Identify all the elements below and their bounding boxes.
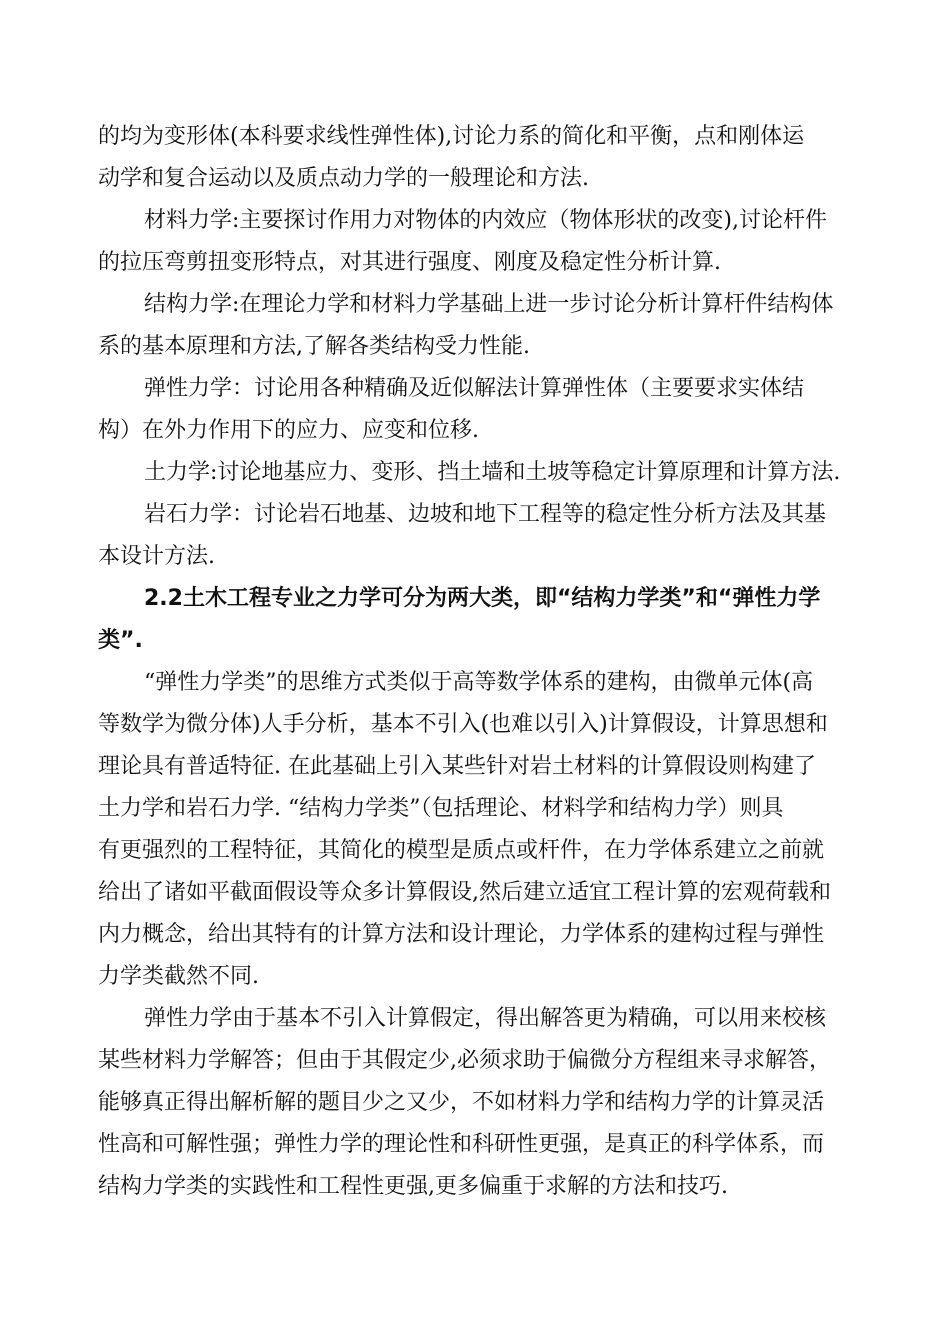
text-line: 力学类截然不同. bbox=[98, 964, 259, 989]
text-line: 的均为变形体(本科要求线性弹性体),讨论力系的简化和平衡，点和刚体运 bbox=[98, 124, 805, 149]
text-line: 某些材料力学解答；但由于其假定少,必须求助于偏微分方程组来寻求解答， bbox=[98, 1048, 831, 1073]
text-line: 弹性力学由于基本不引入计算假定，得出解答更为精确，可以用来校核 bbox=[144, 1006, 827, 1031]
heading-line: 类”. bbox=[98, 628, 143, 653]
text-line: 本设计方法. bbox=[98, 544, 215, 569]
text-line: 结构力学类的实践性和工程性更强,更多偏重于求解的方法和技巧. bbox=[98, 1174, 728, 1199]
text-line: “弹性力学类”的思维方式类似于高等数学体系的建构，由微单元体(高 bbox=[144, 670, 814, 695]
text-line: 岩石力学：讨论岩石地基、边坡和地下工程等的稳定性分析方法及其基 bbox=[144, 502, 827, 527]
text-line: 材料力学:主要探讨作用力对物体的内效应（物体形状的改变),讨论杆件 bbox=[144, 208, 827, 233]
text-line: 土力学和岩石力学. “结构力学类”（包括理论、材料学和结构力学）则具 bbox=[98, 796, 784, 821]
text-line: 动学和复合运动以及质点动力学的一般理论和方法. bbox=[98, 166, 589, 191]
text-line: 理论具有普适特征. 在此基础上引入某些针对岩土材料的计算假设则构建了 bbox=[98, 754, 816, 779]
text-line: 构）在外力作用下的应力、应变和位移. bbox=[98, 418, 479, 443]
text-line: 性高和可解性强；弹性力学的理论性和科研性更强，是真正的科学体系，而 bbox=[98, 1132, 825, 1157]
text-line: 的拉压弯剪扭变形特点，对其进行强度、刚度及稳定性分析计算. bbox=[98, 250, 721, 275]
text-line: 给出了诸如平截面假设等众多计算假设,然后建立适宜工程计算的宏观荷载和 bbox=[98, 880, 831, 905]
heading-line: 2.2土木工程专业之力学可分为两大类，即“结构力学类”和“弹性力学 bbox=[144, 586, 821, 611]
text-line: 系的基本原理和方法,了解各类结构受力性能. bbox=[98, 334, 530, 359]
text-line: 土力学:讨论地基应力、变形、挡土墙和土坡等稳定计算原理和计算方法. bbox=[144, 460, 841, 485]
text-line: 弹性力学：讨论用各种精确及近似解法计算弹性体（主要要求实体结 bbox=[144, 376, 805, 401]
text-line: 有更强烈的工程特征，其简化的模型是质点或杆件，在力学体系建立之前就 bbox=[98, 838, 825, 863]
text-line: 内力概念，给出其特有的计算方法和设计理论，力学体系的建构过程与弹性 bbox=[98, 922, 825, 947]
text-line: 等数学为微分体)人手分析，基本不引入(也难以引入)计算假设，计算思想和 bbox=[98, 712, 828, 737]
text-line: 能够真正得出解析解的题目少之又少，不如材料力学和结构力学的计算灵活 bbox=[98, 1090, 825, 1115]
text-line: 结构力学:在理论力学和材料力学基础上进一步讨论分析计算杆件结构体 bbox=[144, 292, 834, 317]
